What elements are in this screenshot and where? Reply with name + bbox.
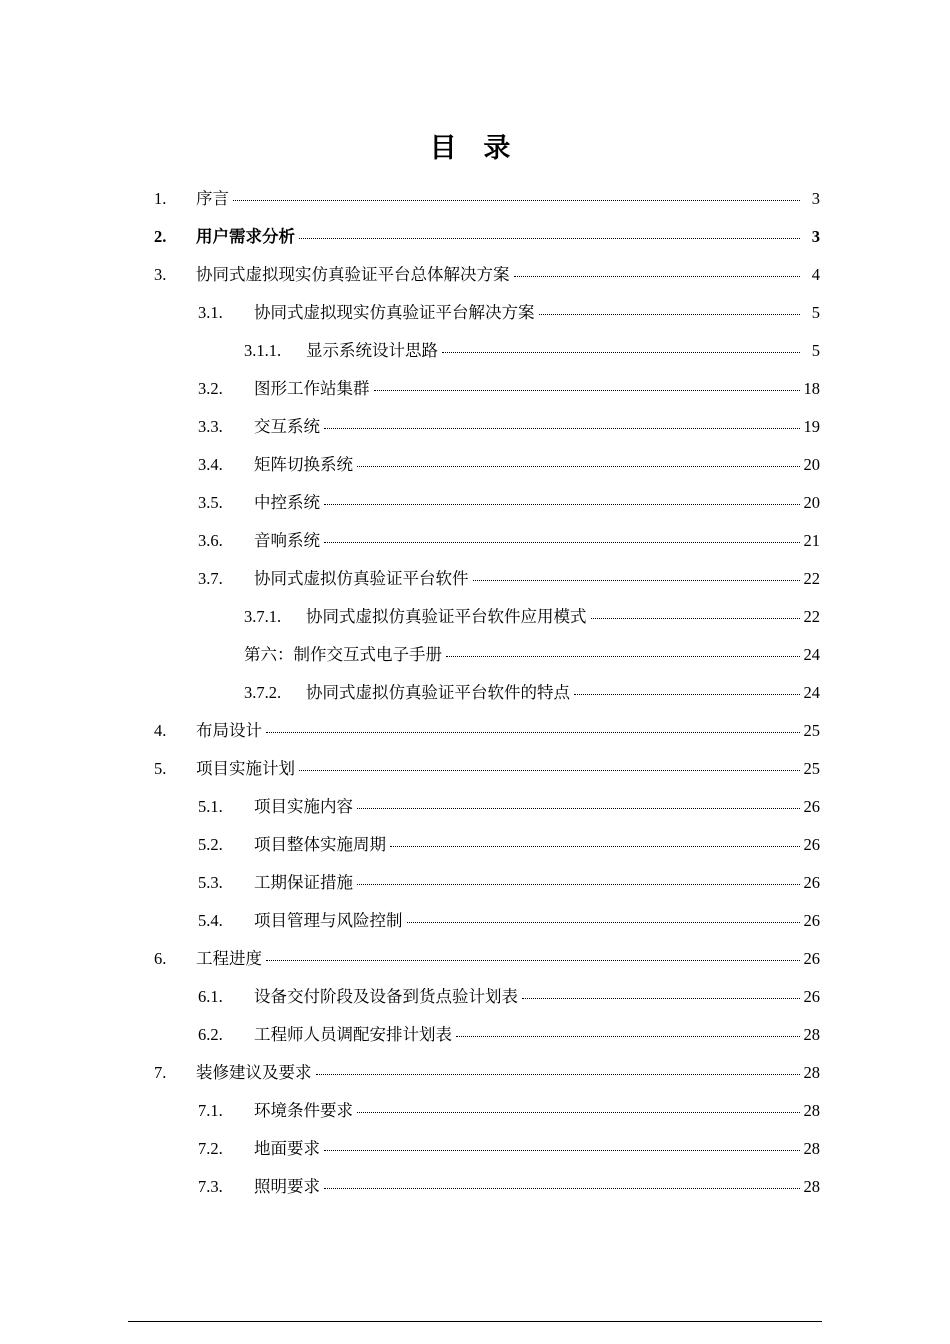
footer-divider <box>128 1321 822 1322</box>
toc-leader-dots <box>442 351 800 353</box>
toc-leader-dots <box>357 807 800 809</box>
toc-leader-dots <box>357 1111 800 1113</box>
toc-entry[interactable] <box>130 799 820 837</box>
toc-leader-dots <box>357 883 800 885</box>
toc-entry-label: 项目实施内容 <box>254 797 353 816</box>
toc-entry[interactable] <box>130 457 820 495</box>
toc-entry[interactable] <box>130 761 820 799</box>
toc-entry[interactable] <box>130 267 820 305</box>
toc-entry-number: 3.7. <box>198 569 223 588</box>
toc-entry-label: 工期保证措施 <box>254 873 353 892</box>
toc-entry-number: 3.2. <box>198 379 223 398</box>
toc-entry-page-number: 20 <box>803 455 820 474</box>
toc-entry-label: 项目实施计划 <box>196 759 295 778</box>
toc-entry-page-number: 18 <box>803 379 820 398</box>
toc-entry-page-number: 28 <box>803 1101 820 1120</box>
toc-entry[interactable] <box>130 647 820 685</box>
toc-entry-page-number: 3 <box>811 189 820 208</box>
toc-entry-label: 图形工作站集群 <box>254 379 370 398</box>
toc-entry-label: 协同式虚拟现实仿真验证平台解决方案 <box>254 303 535 322</box>
toc-entry[interactable] <box>130 419 820 457</box>
toc-entry-number: 2. <box>154 227 167 246</box>
toc-entry[interactable] <box>130 1103 820 1141</box>
toc-leader-dots <box>233 199 800 201</box>
toc-entry-number: 3.6. <box>198 531 223 550</box>
toc-entry-label: 工程师人员调配安排计划表 <box>254 1025 452 1044</box>
toc-entry-label: 用户需求分析 <box>196 227 295 246</box>
toc-leader-dots <box>539 313 801 315</box>
toc-entry-label: 协同式虚拟仿真验证平台软件 <box>254 569 469 588</box>
toc-entry-page-number: 5 <box>811 341 820 360</box>
table-of-contents <box>130 191 820 1217</box>
toc-entry-page-number: 24 <box>803 683 820 702</box>
toc-entry-label: 装修建议及要求 <box>196 1063 312 1082</box>
toc-entry-number: 5.3. <box>198 873 223 892</box>
toc-entry-label: 布局设计 <box>196 721 262 740</box>
toc-entry[interactable] <box>130 343 820 381</box>
toc-leader-dots <box>266 959 800 961</box>
toc-leader-dots <box>324 1187 800 1189</box>
toc-leader-dots <box>299 769 800 771</box>
toc-entry-number: 3. <box>154 265 167 284</box>
toc-entry-number: 3.7.2. <box>244 683 282 702</box>
toc-leader-dots <box>456 1035 800 1037</box>
toc-entry-number: 6.1. <box>198 987 223 1006</box>
toc-entry-number: 6.2. <box>198 1025 223 1044</box>
toc-entry-number: 1. <box>154 189 167 208</box>
toc-leader-dots <box>324 427 800 429</box>
toc-entry[interactable] <box>130 571 820 609</box>
toc-entry[interactable] <box>130 913 820 951</box>
toc-entry[interactable] <box>130 723 820 761</box>
toc-entry-label: 照明要求 <box>254 1177 320 1196</box>
toc-entry-number: 6. <box>154 949 167 968</box>
toc-entry-page-number: 22 <box>803 569 820 588</box>
toc-entry-label: 地面要求 <box>254 1139 320 1158</box>
toc-entry[interactable] <box>130 685 820 723</box>
toc-leader-dots <box>324 1149 800 1151</box>
toc-entry-number: 5. <box>154 759 167 778</box>
toc-entry-number: 3.5. <box>198 493 223 512</box>
toc-entry[interactable] <box>130 875 820 913</box>
toc-leader-dots <box>299 237 800 239</box>
toc-leader-dots <box>522 997 800 999</box>
toc-leader-dots <box>390 845 800 847</box>
toc-entry-number: 3.1. <box>198 303 223 322</box>
toc-leader-dots <box>357 465 800 467</box>
toc-entry-label: 中控系统 <box>254 493 320 512</box>
toc-entry-page-number: 5 <box>811 303 820 322</box>
toc-entry-label: 工程进度 <box>196 949 262 968</box>
toc-entry-label: 交互系统 <box>254 417 320 436</box>
toc-entry[interactable] <box>130 305 820 343</box>
toc-entry-number: 4. <box>154 721 167 740</box>
toc-entry[interactable] <box>130 837 820 875</box>
toc-entry-label: 协同式虚拟现实仿真验证平台总体解决方案 <box>196 265 510 284</box>
toc-entry-label: 显示系统设计思路 <box>306 341 438 360</box>
toc-entry-page-number: 28 <box>803 1177 820 1196</box>
toc-entry-number: 7.1. <box>198 1101 223 1120</box>
toc-entry-page-number: 26 <box>803 911 820 930</box>
toc-entry[interactable] <box>130 533 820 571</box>
toc-leader-dots <box>514 275 801 277</box>
toc-entry-label: 第六：制作交互式电子手册 <box>244 645 442 664</box>
toc-entry-label: 协同式虚拟仿真验证平台软件的特点 <box>306 683 570 702</box>
toc-entry-page-number: 28 <box>803 1063 820 1082</box>
toc-entry-number: 3.1.1. <box>244 341 282 360</box>
toc-entry[interactable] <box>130 609 820 647</box>
toc-entry-label: 设备交付阶段及设备到货点验计划表 <box>254 987 518 1006</box>
toc-entry-page-number: 26 <box>803 797 820 816</box>
page-title: 目 录 <box>429 133 521 163</box>
toc-leader-dots <box>591 617 801 619</box>
toc-leader-dots <box>266 731 800 733</box>
toc-entry-page-number: 25 <box>803 759 820 778</box>
toc-entry-label: 项目整体实施周期 <box>254 835 386 854</box>
toc-entry-page-number: 28 <box>803 1025 820 1044</box>
toc-entry-number: 5.2. <box>198 835 223 854</box>
toc-leader-dots <box>473 579 801 581</box>
toc-entry-number: 7. <box>154 1063 167 1082</box>
toc-entry-number: 5.4. <box>198 911 223 930</box>
toc-entry-number: 7.3. <box>198 1177 223 1196</box>
toc-leader-dots <box>374 389 801 391</box>
toc-entry[interactable] <box>130 989 820 1027</box>
toc-leader-dots <box>574 693 800 695</box>
toc-entry-page-number: 26 <box>803 835 820 854</box>
toc-entry-page-number: 26 <box>803 987 820 1006</box>
toc-leader-dots <box>324 503 800 505</box>
toc-entry-label: 序言 <box>196 189 229 208</box>
toc-entry[interactable] <box>130 1027 820 1065</box>
toc-entry[interactable] <box>130 951 820 989</box>
toc-entry-label: 项目管理与风险控制 <box>254 911 403 930</box>
toc-leader-dots <box>446 655 800 657</box>
toc-leader-dots <box>324 541 800 543</box>
toc-entry-page-number: 24 <box>803 645 820 664</box>
toc-entry-number: 3.4. <box>198 455 223 474</box>
toc-entry[interactable] <box>130 191 820 229</box>
toc-entry-page-number: 28 <box>803 1139 820 1158</box>
toc-entry-number: 5.1. <box>198 797 223 816</box>
toc-entry-number: 3.7.1. <box>244 607 282 626</box>
toc-leader-dots <box>316 1073 801 1075</box>
toc-entry[interactable] <box>130 1141 820 1179</box>
toc-entry[interactable] <box>130 229 820 267</box>
toc-entry[interactable] <box>130 1065 820 1103</box>
toc-entry-page-number: 26 <box>803 949 820 968</box>
toc-entry-page-number: 21 <box>803 531 820 550</box>
toc-entry-page-number: 20 <box>803 493 820 512</box>
toc-entry[interactable] <box>130 381 820 419</box>
toc-entry-number: 3.3. <box>198 417 223 436</box>
toc-entry-label: 环境条件要求 <box>254 1101 353 1120</box>
toc-entry-page-number: 25 <box>803 721 820 740</box>
toc-entry[interactable] <box>130 495 820 533</box>
toc-entry-page-number: 3 <box>811 227 820 246</box>
toc-entry-label: 音响系统 <box>254 531 320 550</box>
toc-entry-label: 协同式虚拟仿真验证平台软件应用模式 <box>306 607 587 626</box>
toc-entry-page-number: 4 <box>811 265 820 284</box>
toc-entry-page-number: 19 <box>803 417 820 436</box>
toc-entry-number: 7.2. <box>198 1139 223 1158</box>
toc-leader-dots <box>407 921 801 923</box>
toc-entry-label: 矩阵切换系统 <box>254 455 353 474</box>
toc-entry-page-number: 26 <box>803 873 820 892</box>
toc-entry-page-number: 22 <box>803 607 820 626</box>
toc-entry[interactable] <box>130 1179 820 1217</box>
